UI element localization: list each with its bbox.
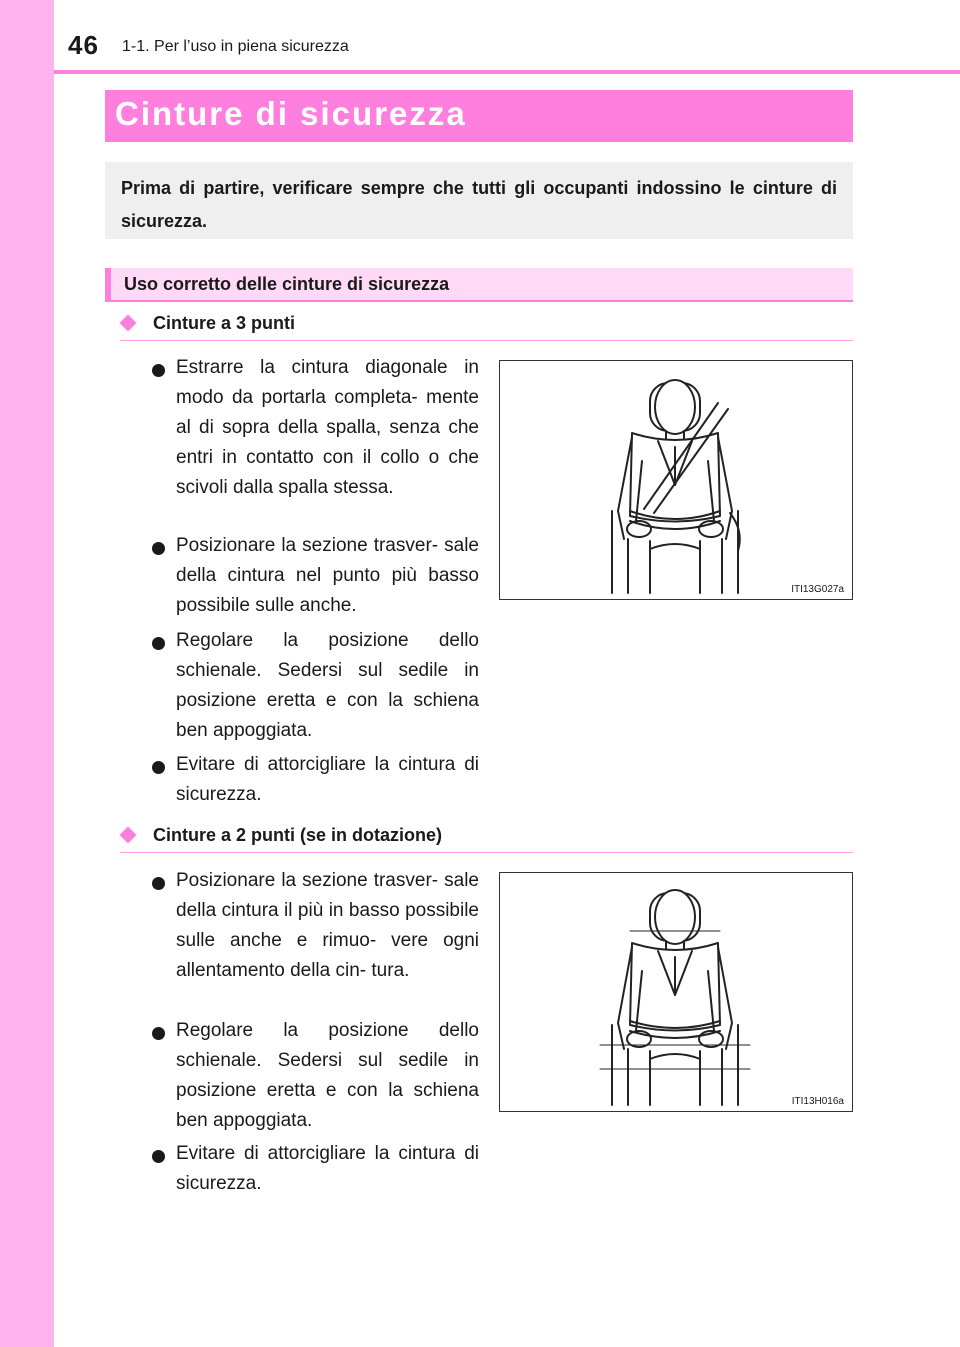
section-heading-2-point (120, 822, 853, 853)
bullet-dot-icon (152, 364, 165, 377)
subheading-accent (105, 268, 111, 300)
diamond-bullet-icon (120, 827, 137, 844)
bullet-text: Posizionare la sezione trasver- sale della cintura nel punto più basso possibile sulle anche. (176, 535, 479, 616)
side-color-band (0, 0, 54, 1347)
bullet-text: Evitare di attorcigliare la cintura di sicurezza. (176, 1143, 479, 1194)
bullet-text: Regolare la posizione dello schienale. Sedersi sul sedile in posizione eretta e con la schiena ben appoggiata. (176, 630, 479, 741)
bullet-item (152, 1139, 479, 1199)
intro-text: Prima di partire, verificare sempre che tutti gli occupanti indossino le cinture di sicurezza. (121, 178, 837, 231)
page-title: Cinture di sicurezza (115, 95, 467, 132)
page-number: 46 (68, 30, 99, 60)
bullet-dot-icon (152, 761, 165, 774)
bullet-item (152, 353, 479, 503)
bullet-text: Regolare la posizione dello schienale. Sedersi sul sedile in posizione eretta e con la schiena ben appoggiata. (176, 1020, 479, 1131)
three-point-belt-figure (499, 360, 853, 600)
two-point-belt-figure (499, 872, 853, 1112)
bullet-dot-icon (152, 1150, 165, 1163)
bullet-text: Posizionare la sezione trasver- sale della cintura il più in basso possibile sulle anche e rimuo- vere ogni allentamento della cin- tura. (176, 870, 479, 981)
figure-code: ITI13H016a (791, 1096, 844, 1107)
section-reference: 1-1. Per l’uso in piena sicurezza (122, 38, 349, 55)
bullet-item (152, 626, 479, 746)
bullet-dot-icon (152, 542, 165, 555)
subheading-text: Uso corretto delle cinture di sicurezza (124, 274, 450, 294)
bullet-text: Estrarre la cintura diagonale in modo da portarla completa- mente al di sopra della spalla, senza che entri in contatto con il collo o che scivoli dalla spalla stessa. (176, 357, 479, 498)
intro-box (105, 162, 853, 239)
bullet-item (152, 1016, 479, 1136)
bullet-item (152, 750, 479, 810)
figure-code: ITI13G027a (791, 584, 844, 595)
bullet-item (152, 866, 479, 986)
bullet-dot-icon (152, 1027, 165, 1040)
bullet-item (152, 531, 479, 621)
seated-person-2-point-belt-icon (500, 873, 852, 1111)
diamond-bullet-icon (120, 315, 137, 332)
seated-person-3-point-belt-icon (500, 361, 852, 599)
header-rule (54, 70, 960, 74)
section-heading-3-point (120, 310, 853, 341)
subheading-bar (105, 268, 853, 302)
section-heading-text: Cinture a 3 punti (153, 313, 296, 333)
bullet-text: Evitare di attorcigliare la cintura di sicurezza. (176, 754, 479, 805)
bullet-dot-icon (152, 637, 165, 650)
section-heading-text: Cinture a 2 punti (se in dotazione) (153, 825, 443, 845)
bullet-dot-icon (152, 877, 165, 890)
